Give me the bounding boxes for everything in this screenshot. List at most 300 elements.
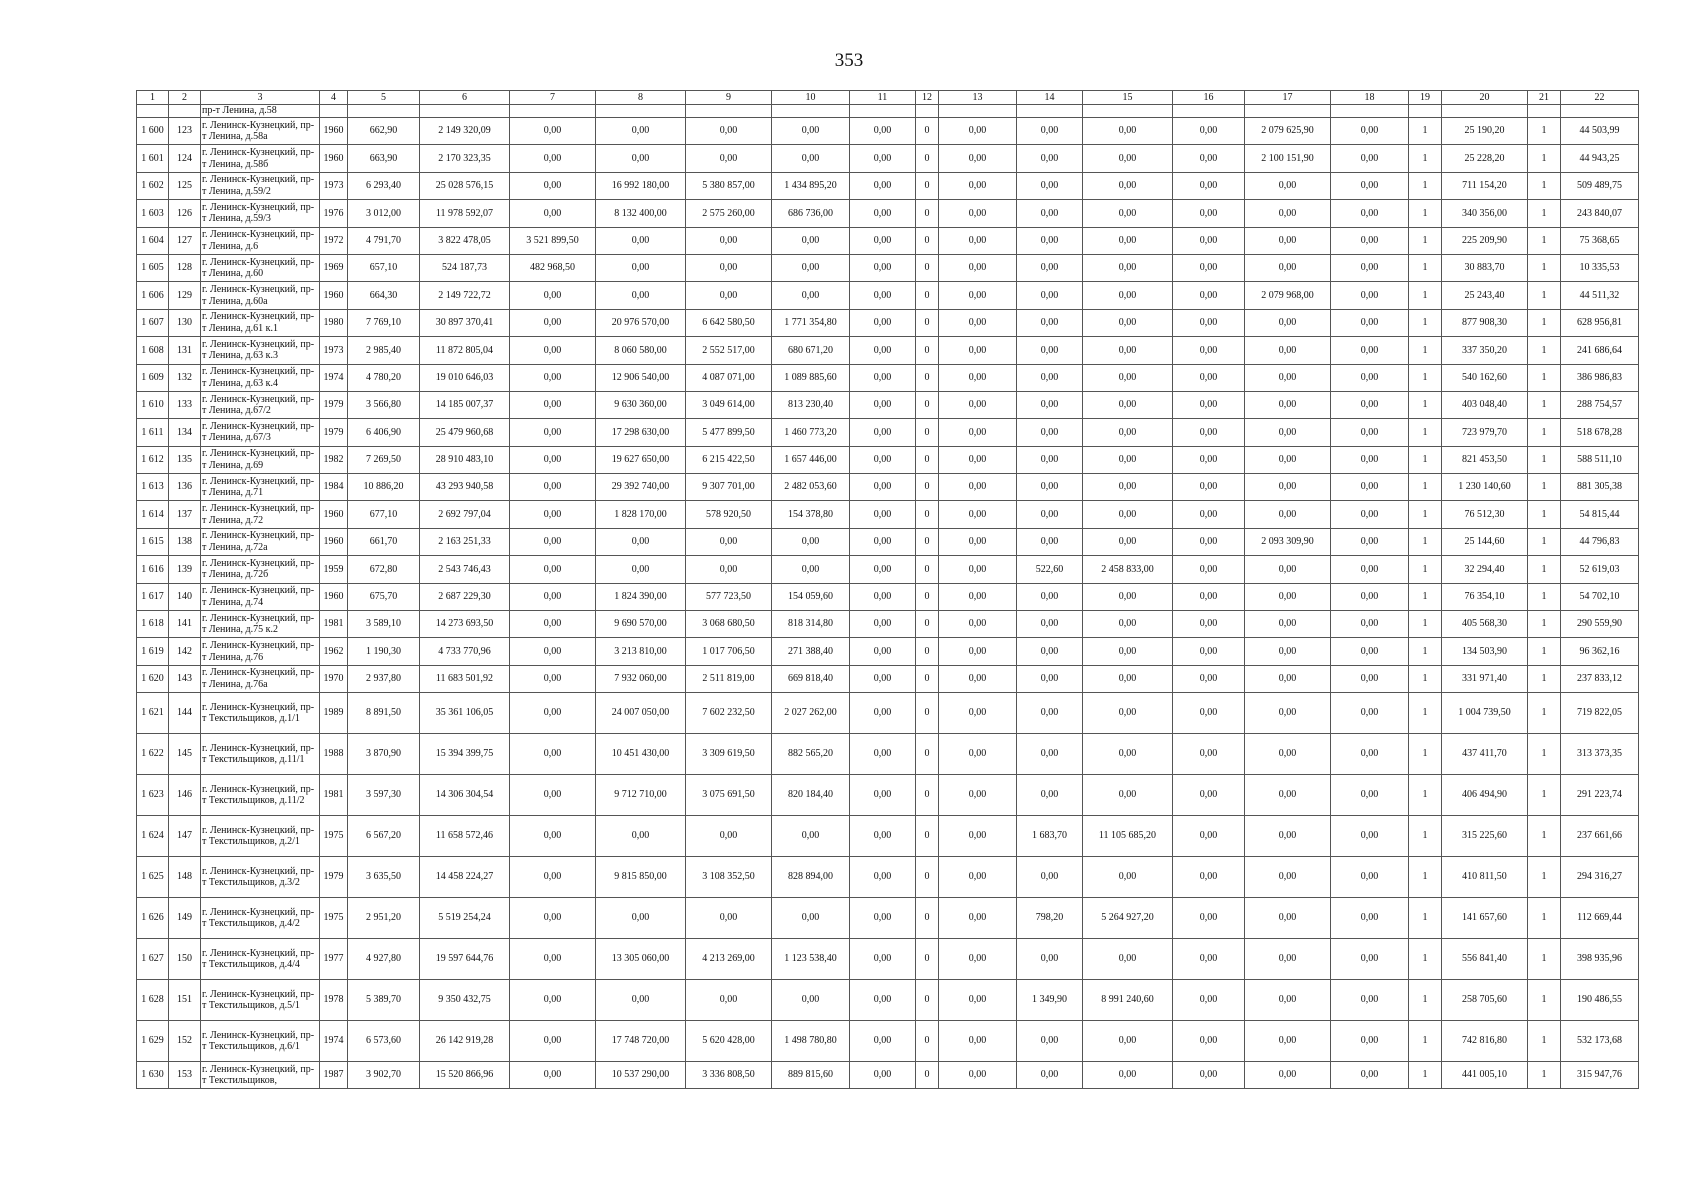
cell-col-16: 0,00 [1173,693,1245,734]
cell-col-18: 0,00 [1331,309,1409,336]
cell-col-22: 44 511,32 [1561,282,1639,309]
table-row [137,337,1639,364]
cell-col-3: г. Ленинск-Кузнецкий, пр-т Ленина, д.67/2 [201,391,320,418]
cell-col-21: 1 [1528,1021,1561,1062]
cell-col-12: 0 [916,898,939,939]
cell-col-12: 0 [916,693,939,734]
cell-col-19: 1 [1409,227,1442,254]
cell-col-21: 1 [1528,391,1561,418]
cell-col-5: 663,90 [348,145,420,172]
cell-col-10: 680 671,20 [772,337,850,364]
cell-col-3: г. Ленинск-Кузнецкий, пр-т Ленина, д.59/3 [201,200,320,227]
cell-col-16: 0,00 [1173,734,1245,775]
cell-col-4: 1960 [320,282,348,309]
cell-col-12: 0 [916,556,939,583]
cell-col-22: 112 669,44 [1561,898,1639,939]
cell-col-18: 0,00 [1331,1021,1409,1062]
cell-col-3: г. Ленинск-Кузнецкий, пр-т Ленина, д.72а [201,528,320,555]
cell-col-10: 813 230,40 [772,391,850,418]
cell-col-10: 0,00 [772,227,850,254]
cell-col-7: 0,00 [510,419,596,446]
cell-col-13: 0,00 [939,734,1017,775]
cell-col-3: г. Ленинск-Кузнецкий, пр-т Ленина, д.71 [201,474,320,501]
cell-col-14: 0,00 [1017,939,1083,980]
cell-col-10: 2 027 262,00 [772,693,850,734]
cell-col-12: 0 [916,857,939,898]
table-row [137,254,1639,281]
cell-col-19 [1409,105,1442,118]
cell-col-3: г. Ленинск-Кузнецкий, пр-т Текстильщиков, д.5/1 [201,980,320,1021]
table-row [137,638,1639,665]
cell-col-3: г. Ленинск-Кузнецкий, пр-т Текстильщиков, [201,1062,320,1089]
cell-col-3: г. Ленинск-Кузнецкий, пр-т Текстильщиков, д.2/1 [201,816,320,857]
cell-col-3: г. Ленинск-Кузнецкий, пр-т Ленина, д.74 [201,583,320,610]
cell-col-2: 125 [169,172,201,199]
cell-col-9: 3 309 619,50 [686,734,772,775]
cell-col-15: 0,00 [1083,446,1173,473]
cell-col-6: 2 170 323,35 [420,145,510,172]
cell-col-11: 0,00 [850,446,916,473]
cell-col-9: 0,00 [686,254,772,281]
cell-col-15: 0,00 [1083,254,1173,281]
cell-col-15: 8 991 240,60 [1083,980,1173,1021]
cell-col-22: 96 362,16 [1561,638,1639,665]
cell-col-5: 7 769,10 [348,309,420,336]
cell-col-22: 44 503,99 [1561,118,1639,145]
cell-col-18: 0,00 [1331,172,1409,199]
cell-col-16: 0,00 [1173,528,1245,555]
cell-col-4: 1960 [320,145,348,172]
cell-col-8: 9 815 850,00 [596,857,686,898]
cell-col-9: 0,00 [686,528,772,555]
cell-col-16: 0,00 [1173,1062,1245,1089]
cell-col-4: 1960 [320,583,348,610]
cell-col-14: 522,60 [1017,556,1083,583]
cell-col-5: 1 190,30 [348,638,420,665]
cell-col-20: 258 705,60 [1442,980,1528,1021]
cell-col-22: 719 822,05 [1561,693,1639,734]
cell-col-3: г. Ленинск-Кузнецкий, пр-т Ленина, д.76а [201,665,320,692]
cell-col-9: 5 477 899,50 [686,419,772,446]
cell-col-20: 877 908,30 [1442,309,1528,336]
cell-col-12: 0 [916,172,939,199]
cell-col-2: 126 [169,200,201,227]
cell-col-1: 1 623 [137,775,169,816]
cell-col-21 [1528,105,1561,118]
cell-col-15: 0,00 [1083,939,1173,980]
cell-col-14: 0,00 [1017,200,1083,227]
table-row [137,898,1639,939]
cell-col-5: 3 597,30 [348,775,420,816]
table-row [137,1062,1639,1089]
cell-col-13: 0,00 [939,145,1017,172]
cell-col-8: 9 712 710,00 [596,775,686,816]
cell-col-10: 1 434 895,20 [772,172,850,199]
cell-col-17: 2 079 968,00 [1245,282,1331,309]
cell-col-22: 588 511,10 [1561,446,1639,473]
cell-col-17: 0,00 [1245,337,1331,364]
cell-col-9: 0,00 [686,556,772,583]
cell-col-1: 1 628 [137,980,169,1021]
cell-col-12: 0 [916,391,939,418]
cell-col-18: 0,00 [1331,1062,1409,1089]
cell-col-13: 0,00 [939,118,1017,145]
cell-col-4: 1989 [320,693,348,734]
cell-col-8: 8 060 580,00 [596,337,686,364]
cell-col-21: 1 [1528,857,1561,898]
cell-col-6: 19 010 646,03 [420,364,510,391]
cell-col-3: г. Ленинск-Кузнецкий, пр-т Текстильщиков, д.11/1 [201,734,320,775]
cell-col-14: 0,00 [1017,528,1083,555]
cell-col-12: 0 [916,200,939,227]
cell-col-19: 1 [1409,638,1442,665]
cell-col-6: 2 692 797,04 [420,501,510,528]
cell-col-8: 0,00 [596,898,686,939]
cell-col-6: 35 361 106,05 [420,693,510,734]
cell-col-3: г. Ленинск-Кузнецкий, пр-т Текстильщиков, д.3/2 [201,857,320,898]
cell-col-22: 241 686,64 [1561,337,1639,364]
cell-col-9: 0,00 [686,816,772,857]
cell-col-10: 889 815,60 [772,1062,850,1089]
cell-col-10: 0,00 [772,898,850,939]
cell-col-22: 75 368,65 [1561,227,1639,254]
cell-col-6: 2 149 722,72 [420,282,510,309]
cell-col-2: 127 [169,227,201,254]
cell-col-11: 0,00 [850,816,916,857]
cell-col-11 [850,105,916,118]
cell-col-2: 150 [169,939,201,980]
cell-col-19: 1 [1409,391,1442,418]
cell-col-16: 0,00 [1173,556,1245,583]
cell-col-13: 0,00 [939,857,1017,898]
cell-col-7: 0,00 [510,172,596,199]
cell-col-19: 1 [1409,200,1442,227]
cell-col-4: 1973 [320,172,348,199]
cell-col-9: 7 602 232,50 [686,693,772,734]
cell-col-20: 315 225,60 [1442,816,1528,857]
cell-col-20: 540 162,60 [1442,364,1528,391]
cell-col-13: 0,00 [939,227,1017,254]
cell-col-1: 1 606 [137,282,169,309]
cell-col-20: 711 154,20 [1442,172,1528,199]
cell-col-14: 0,00 [1017,419,1083,446]
table-row [137,939,1639,980]
cell-col-12: 0 [916,118,939,145]
cell-col-22: 190 486,55 [1561,980,1639,1021]
cell-col-18: 0,00 [1331,254,1409,281]
cell-col-14: 0,00 [1017,391,1083,418]
cell-col-14: 0,00 [1017,583,1083,610]
cell-col-4: 1960 [320,528,348,555]
cell-col-20: 437 411,70 [1442,734,1528,775]
cell-col-14: 0,00 [1017,172,1083,199]
table-row [137,734,1639,775]
cell-col-14: 0,00 [1017,282,1083,309]
cell-col-18: 0,00 [1331,816,1409,857]
cell-col-17: 0,00 [1245,638,1331,665]
cell-col-11: 0,00 [850,980,916,1021]
cell-col-9: 6 642 580,50 [686,309,772,336]
data-table [136,90,1639,1089]
cell-col-22: 237 833,12 [1561,665,1639,692]
cell-col-19: 1 [1409,693,1442,734]
cell-col-5: 5 [348,91,420,105]
cell-col-17: 0,00 [1245,693,1331,734]
cell-col-22: 532 173,68 [1561,1021,1639,1062]
cell-col-17: 0,00 [1245,939,1331,980]
cell-col-2: 128 [169,254,201,281]
cell-col-6: 524 187,73 [420,254,510,281]
cell-col-7: 0,00 [510,980,596,1021]
cell-col-9: 3 049 614,00 [686,391,772,418]
cell-col-17: 0,00 [1245,200,1331,227]
cell-col-15: 0,00 [1083,118,1173,145]
cell-col-8: 0,00 [596,980,686,1021]
cell-col-2: 132 [169,364,201,391]
cell-col-12: 0 [916,309,939,336]
cell-col-11: 0,00 [850,145,916,172]
page-number: 353 [834,50,864,71]
cell-col-13: 0,00 [939,254,1017,281]
cell-col-16: 0,00 [1173,419,1245,446]
cell-col-10: 1 123 538,40 [772,939,850,980]
cell-col-18: 0,00 [1331,227,1409,254]
cell-col-14: 0,00 [1017,337,1083,364]
cell-col-8: 9 690 570,00 [596,611,686,638]
cell-col-3: г. Ленинск-Кузнецкий, пр-т Текстильщиков, д.6/1 [201,1021,320,1062]
cell-col-16: 0,00 [1173,898,1245,939]
cell-col-14: 0,00 [1017,775,1083,816]
cell-col-20: 410 811,50 [1442,857,1528,898]
cell-col-1: 1 610 [137,391,169,418]
cell-col-1: 1 616 [137,556,169,583]
cell-col-9 [686,105,772,118]
cell-col-2: 152 [169,1021,201,1062]
cell-col-3: г. Ленинск-Кузнецкий, пр-т Ленина, д.58б [201,145,320,172]
cell-col-14: 0,00 [1017,734,1083,775]
cell-col-5: 5 389,70 [348,980,420,1021]
table-row [137,172,1639,199]
cell-col-4: 1979 [320,391,348,418]
table-row [137,583,1639,610]
cell-col-5: 6 573,60 [348,1021,420,1062]
cell-col-8: 0,00 [596,282,686,309]
cell-col-11: 0,00 [850,528,916,555]
table-row [137,118,1639,145]
cell-col-5: 4 927,80 [348,939,420,980]
cell-col-19: 1 [1409,939,1442,980]
cell-col-21: 1 [1528,611,1561,638]
cell-col-21: 1 [1528,1062,1561,1089]
cell-col-10: 0,00 [772,254,850,281]
cell-col-5: 4 791,70 [348,227,420,254]
cell-col-6: 14 306 304,54 [420,775,510,816]
cell-col-21: 1 [1528,200,1561,227]
cell-col-6: 6 [420,91,510,105]
cell-col-22: 22 [1561,91,1639,105]
cell-col-18: 0,00 [1331,939,1409,980]
cell-col-22: 52 619,03 [1561,556,1639,583]
cell-col-17: 0,00 [1245,583,1331,610]
cell-col-14 [1017,105,1083,118]
cell-col-14: 0,00 [1017,309,1083,336]
cell-col-15: 0,00 [1083,172,1173,199]
cell-col-7: 0,00 [510,939,596,980]
cell-col-7: 0,00 [510,200,596,227]
cell-col-11: 0,00 [850,734,916,775]
cell-col-21: 1 [1528,583,1561,610]
cell-col-20: 32 294,40 [1442,556,1528,583]
cell-col-16: 0,00 [1173,446,1245,473]
cell-col-6: 15 394 399,75 [420,734,510,775]
cell-col-15: 0,00 [1083,775,1173,816]
cell-col-21: 1 [1528,172,1561,199]
cell-col-14: 0,00 [1017,364,1083,391]
table-row [137,364,1639,391]
cell-col-1 [137,105,169,118]
cell-col-19: 1 [1409,775,1442,816]
cell-col-17: 0,00 [1245,556,1331,583]
cell-col-6: 11 872 805,04 [420,337,510,364]
cell-col-19: 1 [1409,665,1442,692]
cell-col-6: 43 293 940,58 [420,474,510,501]
cell-col-19: 1 [1409,118,1442,145]
cell-col-11: 0,00 [850,227,916,254]
cell-col-19: 1 [1409,556,1442,583]
cell-col-7: 0,00 [510,693,596,734]
cell-col-2: 145 [169,734,201,775]
cell-col-8: 8 [596,91,686,105]
table-row [137,1021,1639,1062]
cell-col-17: 0,00 [1245,816,1331,857]
cell-col-7: 0,00 [510,816,596,857]
cell-col-1: 1 614 [137,501,169,528]
cell-col-1: 1 624 [137,816,169,857]
cell-col-20: 1 230 140,60 [1442,474,1528,501]
cell-col-4: 1987 [320,1062,348,1089]
cell-col-17: 2 093 309,90 [1245,528,1331,555]
cell-col-19: 1 [1409,145,1442,172]
cell-col-3: г. Ленинск-Кузнецкий, пр-т Ленина, д.63 к.4 [201,364,320,391]
cell-col-10: 271 388,40 [772,638,850,665]
cell-col-10: 0,00 [772,145,850,172]
cell-col-20: 337 350,20 [1442,337,1528,364]
cell-col-8: 20 976 570,00 [596,309,686,336]
cell-col-21: 1 [1528,775,1561,816]
cell-col-20: 403 048,40 [1442,391,1528,418]
cell-col-1: 1 605 [137,254,169,281]
cell-col-15: 0,00 [1083,282,1173,309]
cell-col-22: 518 678,28 [1561,419,1639,446]
cell-col-10: 686 736,00 [772,200,850,227]
cell-col-13: 0,00 [939,693,1017,734]
table-row [137,775,1639,816]
cell-col-19: 1 [1409,583,1442,610]
cell-col-3: г. Ленинск-Кузнецкий, пр-т Ленина, д.61 к.1 [201,309,320,336]
cell-col-6: 2 543 746,43 [420,556,510,583]
cell-col-21: 1 [1528,145,1561,172]
cell-col-11: 0,00 [850,693,916,734]
cell-col-5: 3 566,80 [348,391,420,418]
cell-col-16: 0,00 [1173,816,1245,857]
cell-col-19: 1 [1409,254,1442,281]
cell-col-1: 1 613 [137,474,169,501]
cell-col-4: 1975 [320,898,348,939]
cell-col-22: 44 943,25 [1561,145,1639,172]
cell-col-19: 1 [1409,309,1442,336]
cell-col-16: 0,00 [1173,118,1245,145]
cell-col-16: 16 [1173,91,1245,105]
cell-col-1: 1 621 [137,693,169,734]
table-row [137,145,1639,172]
cell-col-19: 1 [1409,337,1442,364]
cell-col-7: 0,00 [510,145,596,172]
cell-col-18 [1331,105,1409,118]
cell-col-5: 3 589,10 [348,611,420,638]
cell-col-16: 0,00 [1173,775,1245,816]
cell-col-8: 0,00 [596,528,686,555]
cell-col-20: 25 144,60 [1442,528,1528,555]
cell-col-10: 154 059,60 [772,583,850,610]
cell-col-12: 0 [916,446,939,473]
cell-col-9: 1 017 706,50 [686,638,772,665]
cell-col-9: 9 [686,91,772,105]
cell-col-17: 0,00 [1245,775,1331,816]
cell-col-5: 675,70 [348,583,420,610]
cell-col-7: 0,00 [510,309,596,336]
cell-col-19: 1 [1409,611,1442,638]
cell-col-19: 1 [1409,1062,1442,1089]
cell-col-21: 1 [1528,898,1561,939]
cell-col-5: 677,10 [348,501,420,528]
cell-col-22: 509 489,75 [1561,172,1639,199]
cell-col-4 [320,105,348,118]
cell-col-10: 669 818,40 [772,665,850,692]
cell-col-12: 0 [916,638,939,665]
cell-col-20: 141 657,60 [1442,898,1528,939]
cell-col-13: 0,00 [939,528,1017,555]
cell-col-14: 14 [1017,91,1083,105]
cell-col-1: 1 620 [137,665,169,692]
cell-col-17: 0,00 [1245,364,1331,391]
cell-col-6: 2 163 251,33 [420,528,510,555]
cell-col-22: 54 702,10 [1561,583,1639,610]
cell-col-17: 0,00 [1245,1062,1331,1089]
cell-col-7: 0,00 [510,446,596,473]
cell-col-19: 1 [1409,501,1442,528]
cell-col-21: 1 [1528,980,1561,1021]
cell-col-17: 0,00 [1245,898,1331,939]
cell-col-3: г. Ленинск-Кузнецкий, пр-т Ленина, д.63 к.3 [201,337,320,364]
cell-col-19: 1 [1409,446,1442,473]
cell-col-5: 7 269,50 [348,446,420,473]
cell-col-13: 0,00 [939,200,1017,227]
cell-col-18: 0,00 [1331,638,1409,665]
cell-col-15: 0,00 [1083,693,1173,734]
cell-col-11: 0,00 [850,200,916,227]
cell-col-7: 0,00 [510,583,596,610]
cell-col-13: 0,00 [939,501,1017,528]
cell-col-19: 1 [1409,474,1442,501]
cell-col-3: г. Ленинск-Кузнецкий, пр-т Ленина, д.75 к.2 [201,611,320,638]
cell-col-8: 17 298 630,00 [596,419,686,446]
cell-col-12: 0 [916,528,939,555]
table-row [137,501,1639,528]
cell-col-5: 2 937,80 [348,665,420,692]
cell-col-19: 1 [1409,172,1442,199]
cell-col-6: 2 687 229,30 [420,583,510,610]
cell-col-1: 1 617 [137,583,169,610]
